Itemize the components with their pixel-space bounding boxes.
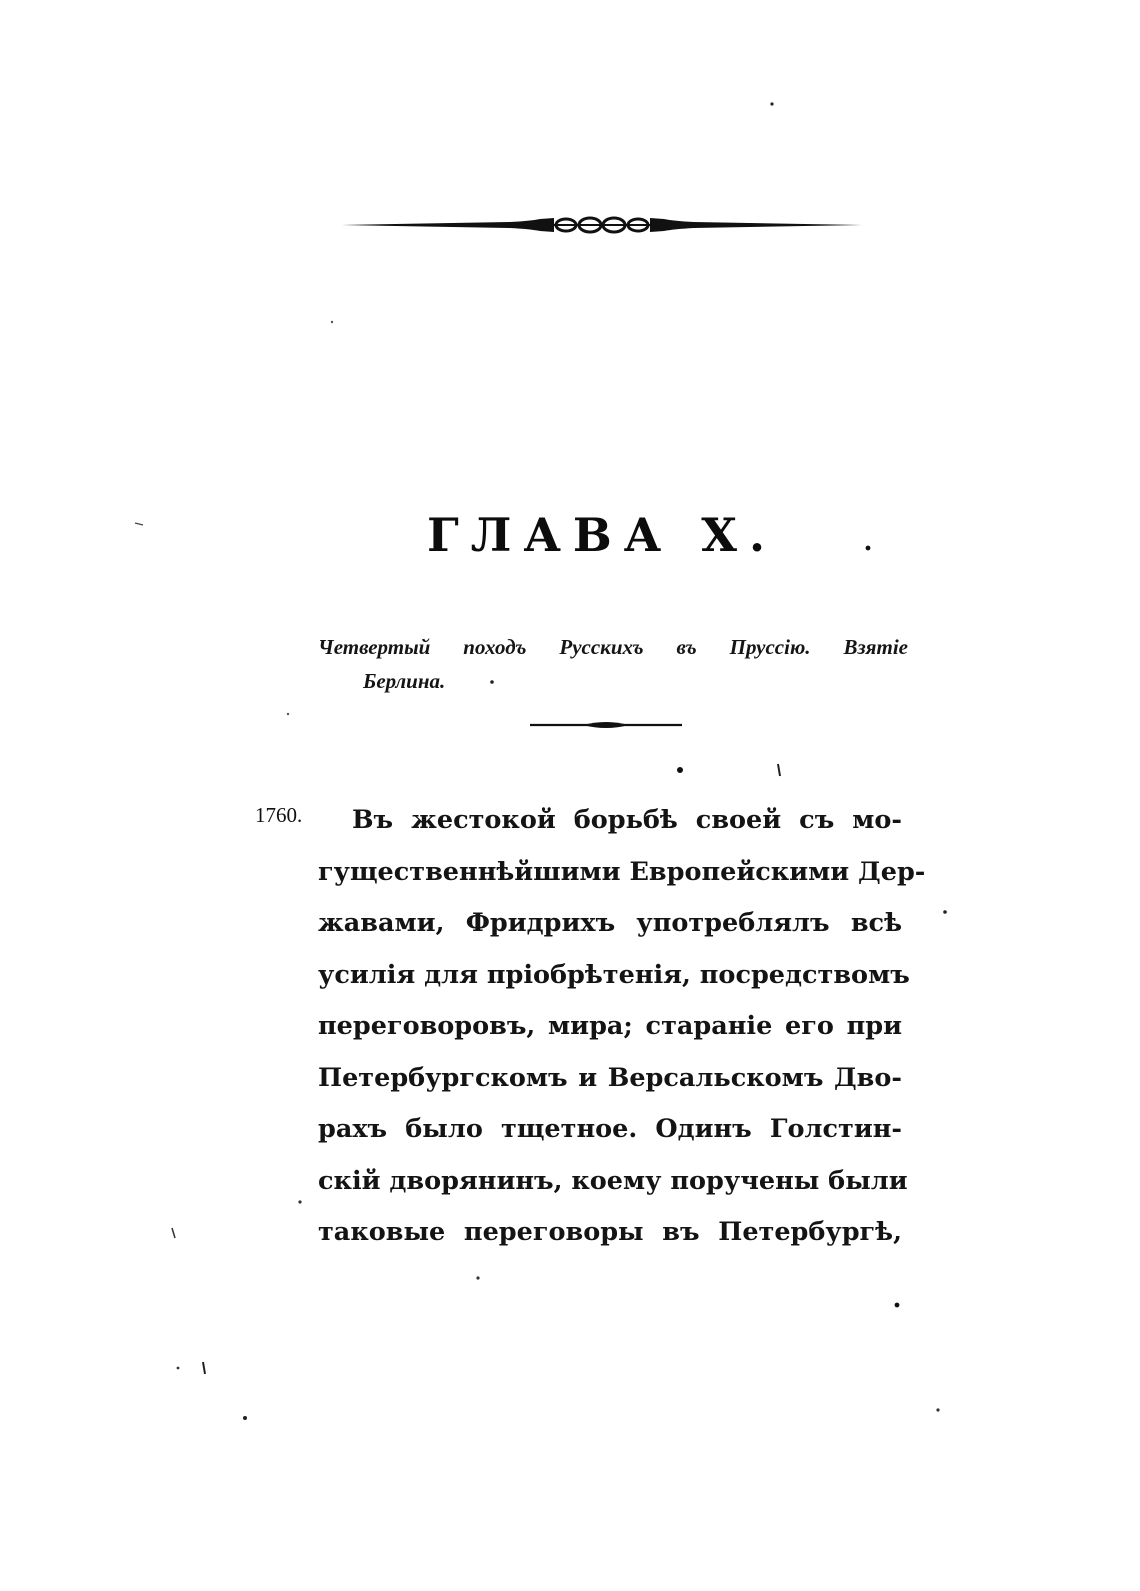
text-line: таковые переговоры въ Петербургѣ, xyxy=(318,1217,902,1247)
text-line: жавами, Фридрихъ употреблялъ всѣ xyxy=(318,908,902,938)
text-line: скій дворянинъ, коему поручены были xyxy=(318,1165,908,1196)
text-line: усилія для пріобрѣтенія, посредствомъ xyxy=(318,959,910,990)
body-paragraph xyxy=(318,795,926,1259)
small-ornament-divider xyxy=(528,716,684,734)
text-line: гущественнѣйшими Европейскими Дер- xyxy=(318,856,926,887)
text-line: рахъ было тщетное. Одинъ Голстин- xyxy=(318,1114,902,1144)
chapter-summary xyxy=(318,630,908,698)
chapter-summary-line: Четвертый походъ Русскихъ въ Пруссію. Взятіе xyxy=(318,635,908,659)
text-line: переговоровъ, мира; стараніе его при xyxy=(318,1011,902,1041)
text-line: Петербургскомъ и Версальскомъ Дво- xyxy=(318,1062,902,1093)
year-marker: 1760. xyxy=(255,803,303,827)
chapter-summary-line: Берлина. xyxy=(363,669,446,693)
text-line: Въ жестокой борьбѣ своей съ мо- xyxy=(352,805,902,835)
chapter-title: ГЛАВА X. xyxy=(427,508,777,562)
top-ornament-divider xyxy=(340,205,864,245)
